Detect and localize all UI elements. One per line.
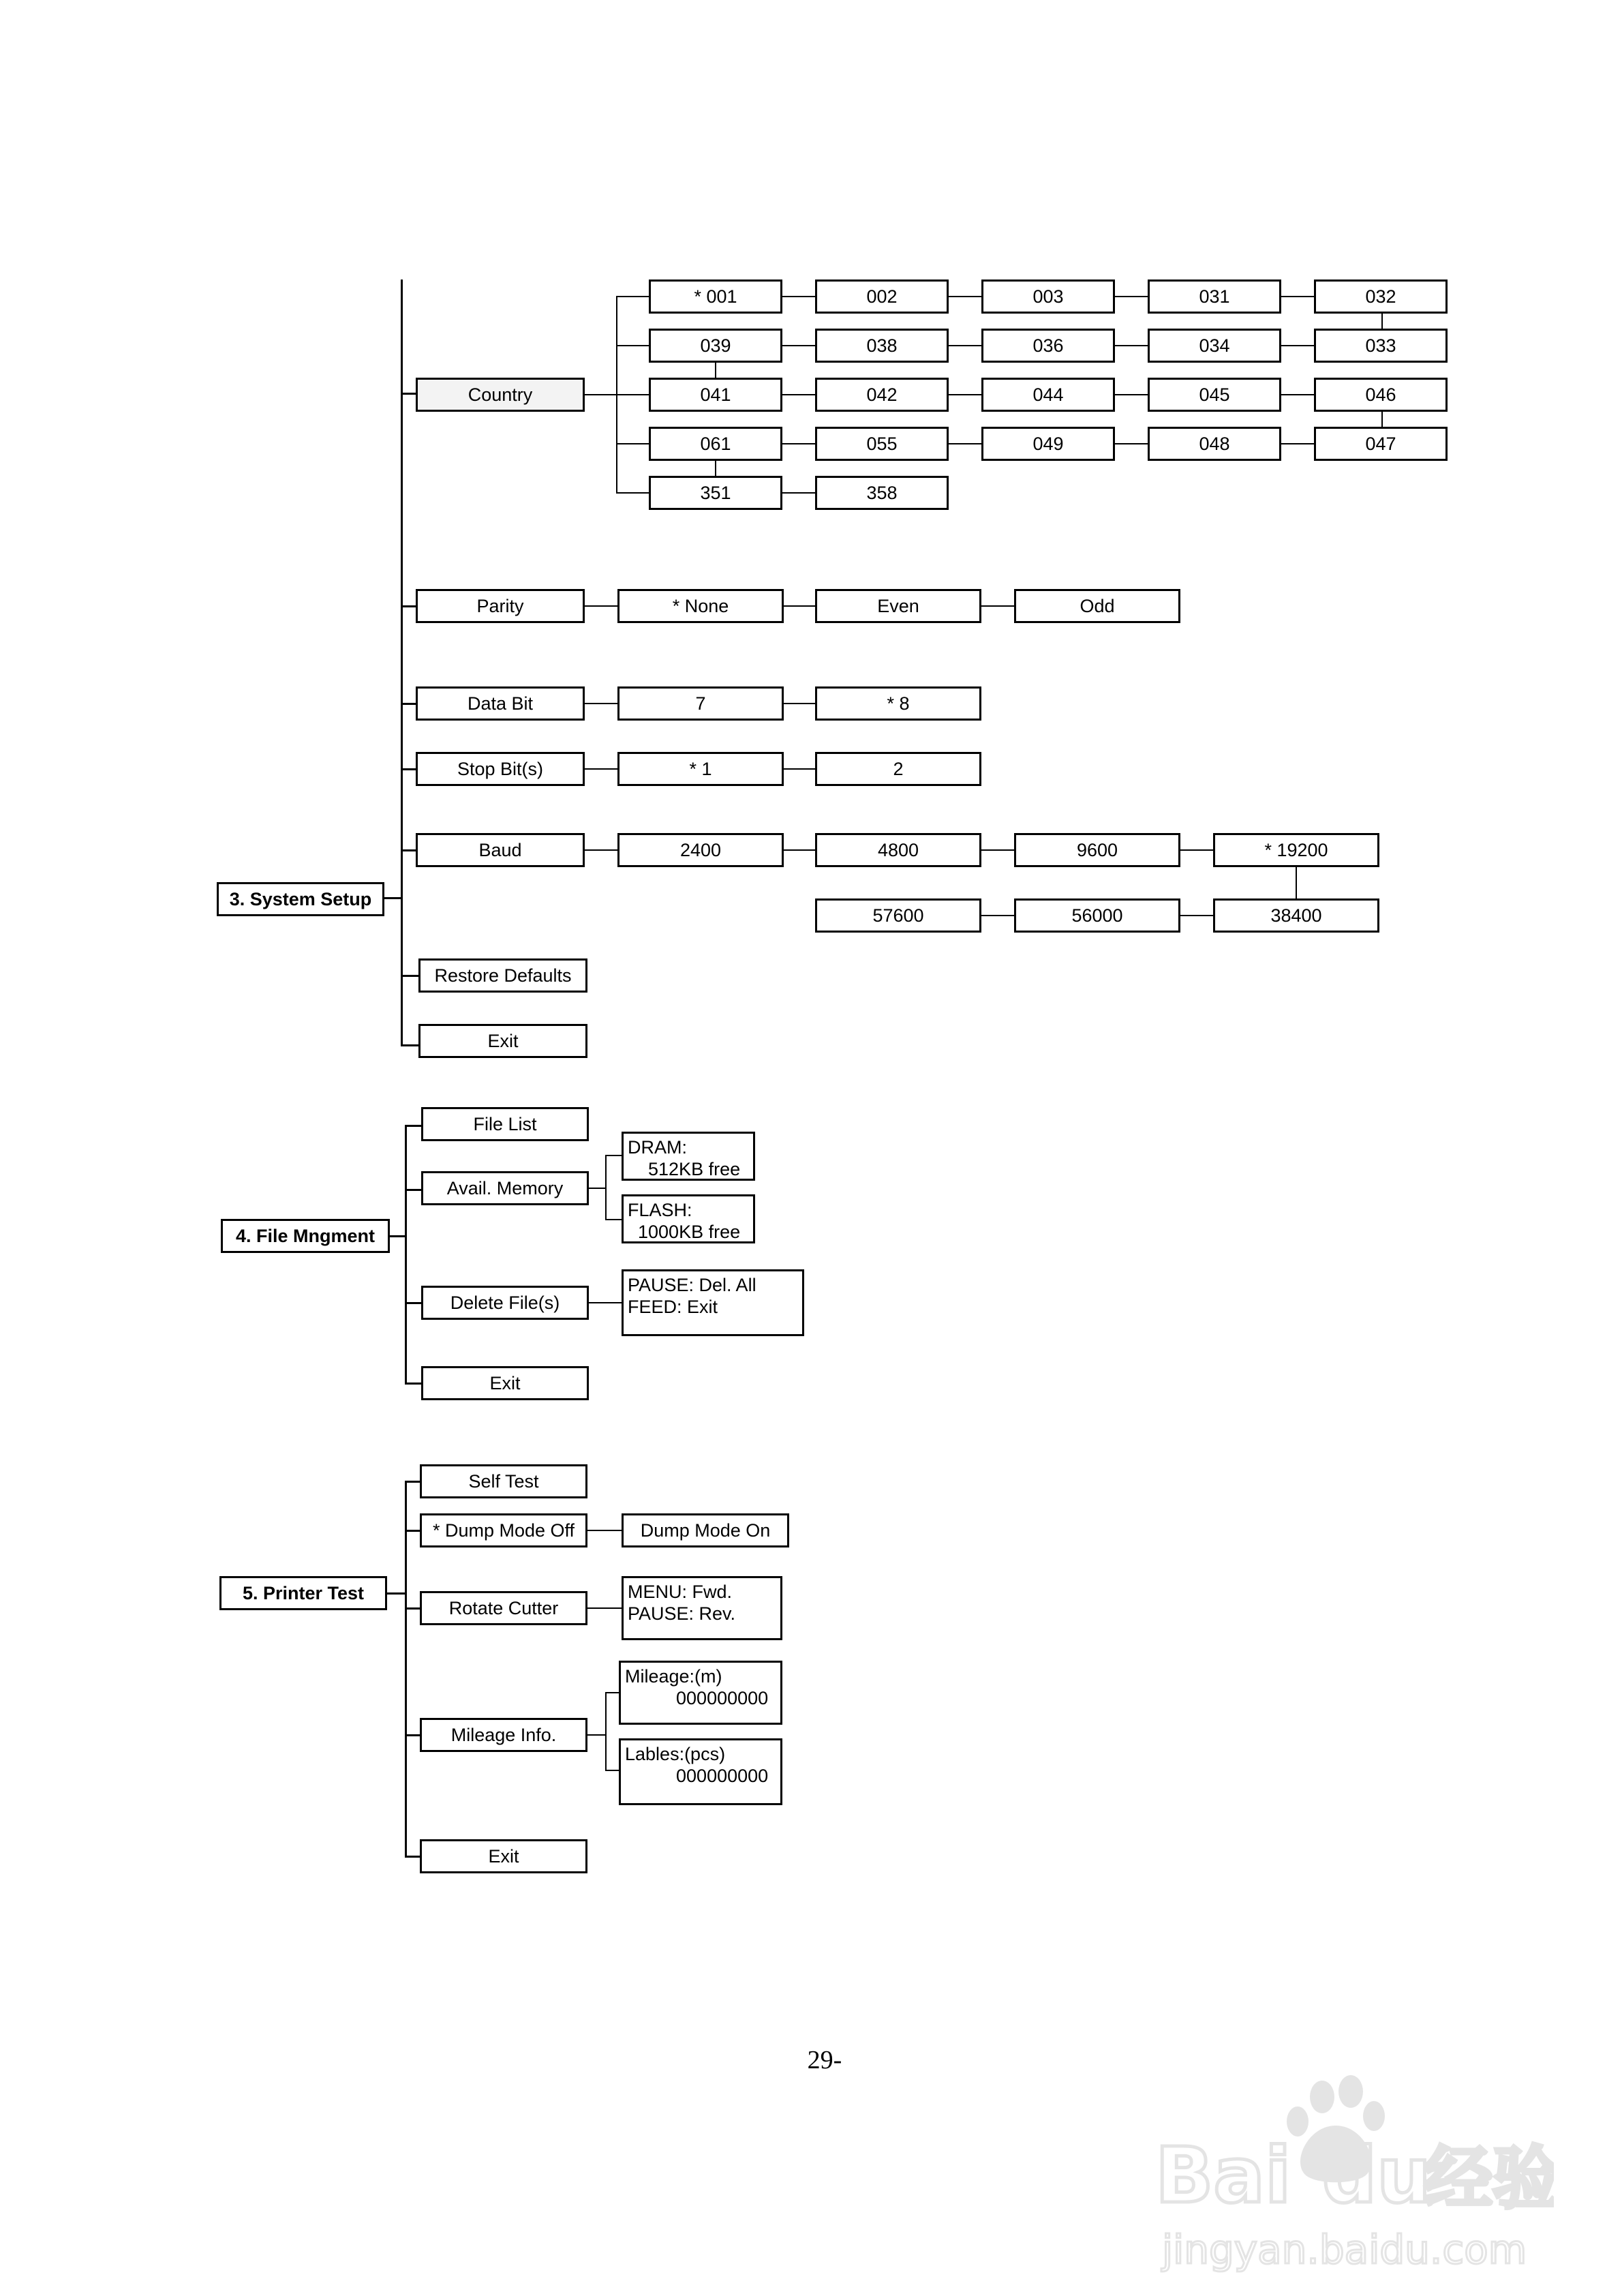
country-button[interactable]: Country [416, 378, 585, 412]
connector [616, 443, 649, 444]
connector [605, 1219, 622, 1220]
connector [587, 1607, 622, 1609]
connector [405, 1530, 420, 1532]
connector [784, 605, 815, 607]
data-bit-option[interactable]: 7 [617, 686, 784, 721]
connector [981, 605, 1014, 607]
connector [401, 703, 416, 705]
parity-option[interactable]: Odd [1014, 589, 1180, 623]
connector [981, 849, 1014, 851]
connector [1381, 410, 1383, 427]
country-code[interactable]: 045 [1148, 378, 1281, 412]
connector [1115, 345, 1148, 346]
data-bit-option[interactable]: * 8 [815, 686, 981, 721]
connector [949, 443, 981, 444]
connector [605, 1770, 619, 1771]
page-number: 29- [807, 2046, 842, 2074]
connector [949, 394, 981, 395]
connector [405, 1481, 407, 1857]
connector [405, 1607, 420, 1610]
country-code[interactable]: 036 [981, 329, 1115, 363]
connector [401, 768, 416, 770]
connector [405, 1302, 421, 1304]
connector [401, 975, 418, 977]
connector [782, 492, 815, 494]
connector [784, 768, 815, 770]
connector [405, 1125, 421, 1127]
connector [1180, 915, 1213, 916]
country-code[interactable]: 351 [649, 476, 782, 510]
connector [782, 345, 815, 346]
country-code[interactable]: 003 [981, 280, 1115, 314]
flash-info: FLASH: 1000KB free [622, 1194, 755, 1243]
printer-test-title[interactable]: 5. Printer Test [219, 1576, 387, 1610]
country-code[interactable]: 002 [815, 280, 949, 314]
connector [405, 1481, 420, 1483]
delete-files-info: PAUSE: Del. All FEED: Exit [622, 1269, 804, 1336]
connector [715, 361, 716, 378]
country-code[interactable]: 033 [1314, 329, 1448, 363]
connector [585, 849, 617, 851]
watermark-brand2: du [1322, 2132, 1431, 2220]
connector [616, 296, 649, 297]
system-setup-title[interactable]: 3. System Setup [217, 882, 384, 916]
country-code[interactable]: 032 [1314, 280, 1448, 314]
mileage-info-button[interactable]: Mileage Info. [420, 1718, 587, 1752]
watermark-url: jingyan.baidu.com [1162, 2226, 1527, 2273]
baidu-paw-logo-icon [1152, 2072, 1554, 2277]
connector [1115, 296, 1148, 297]
connector [605, 1155, 622, 1156]
connector [405, 1856, 420, 1858]
parity-button[interactable]: Parity [416, 589, 585, 623]
connector [981, 915, 1014, 916]
connector [383, 897, 402, 899]
country-code[interactable]: 042 [815, 378, 949, 412]
file-mngment-title[interactable]: 4. File Mngment [221, 1219, 390, 1253]
stop-bits-option[interactable]: 2 [815, 752, 981, 786]
connector [1180, 849, 1213, 851]
baud-option[interactable]: 2400 [617, 833, 784, 867]
connector [1281, 296, 1314, 297]
country-code[interactable]: 055 [815, 427, 949, 461]
connector [782, 296, 815, 297]
connector [605, 1692, 619, 1693]
stop-bits-button[interactable]: Stop Bit(s) [416, 752, 585, 786]
connector [616, 345, 649, 346]
watermark-brand: Bai [1155, 2132, 1291, 2220]
baud-option[interactable]: 4800 [815, 833, 981, 867]
connector [949, 296, 981, 297]
connector [784, 703, 815, 704]
printer-test-exit-button[interactable]: Exit [420, 1839, 587, 1873]
connector [715, 459, 716, 476]
system-setup-exit-button[interactable]: Exit [418, 1024, 587, 1058]
country-code[interactable]: 046 [1314, 378, 1448, 412]
connector [782, 443, 815, 444]
rotate-cutter-info: MENU: Fwd. PAUSE: Rev. [622, 1576, 782, 1640]
connector [1281, 345, 1314, 346]
connector [589, 1302, 622, 1303]
connector [585, 768, 617, 770]
connector [405, 1383, 421, 1385]
country-code[interactable]: 038 [815, 329, 949, 363]
connector [585, 703, 617, 704]
country-code[interactable]: 031 [1148, 280, 1281, 314]
file-mngment-exit-button[interactable]: Exit [421, 1366, 589, 1400]
country-code[interactable]: 061 [649, 427, 782, 461]
connector [401, 849, 416, 851]
rotate-cutter-button[interactable]: Rotate Cutter [420, 1591, 587, 1625]
dram-info: DRAM: 512KB free [622, 1132, 755, 1181]
connector [587, 1530, 622, 1531]
connector [1281, 443, 1314, 444]
connector [616, 492, 649, 494]
baud-option[interactable]: 38400 [1213, 898, 1379, 933]
dump-mode-off-button[interactable]: * Dump Mode Off [420, 1513, 587, 1547]
stop-bits-option[interactable]: * 1 [617, 752, 784, 786]
baidu-jingyan-watermark [1152, 2072, 1554, 2277]
connector [386, 1592, 406, 1595]
avail-memory-button[interactable]: Avail. Memory [421, 1171, 589, 1205]
parity-option[interactable]: Even [815, 589, 981, 623]
country-code[interactable]: 358 [815, 476, 949, 510]
country-code[interactable]: 049 [981, 427, 1115, 461]
connector [587, 1734, 605, 1736]
connector [1296, 867, 1297, 898]
connector [405, 1734, 420, 1736]
self-test-button[interactable]: Self Test [420, 1464, 587, 1498]
connector [585, 605, 617, 607]
data-bit-button[interactable]: Data Bit [416, 686, 585, 721]
country-code[interactable]: 039 [649, 329, 782, 363]
connector [1381, 312, 1383, 329]
connector [784, 849, 815, 851]
country-code[interactable]: 047 [1314, 427, 1448, 461]
connector [401, 605, 416, 607]
connector [388, 1235, 406, 1237]
watermark-cn: 经验 [1424, 2139, 1554, 2218]
country-code[interactable]: 034 [1148, 329, 1281, 363]
labels-value: Lables:(pcs) 000000000 [619, 1738, 782, 1805]
connector [1115, 443, 1148, 444]
connector [585, 394, 616, 395]
connector [405, 1189, 421, 1191]
connector [401, 1044, 418, 1046]
connector [1115, 394, 1148, 395]
baud-option[interactable]: * 19200 [1213, 833, 1379, 867]
connector [1281, 394, 1314, 395]
baud-option[interactable]: 57600 [815, 898, 981, 933]
connector [401, 393, 416, 395]
connector [405, 1125, 407, 1384]
connector [949, 345, 981, 346]
connector [616, 394, 649, 395]
baud-option[interactable]: 56000 [1014, 898, 1180, 933]
baud-button[interactable]: Baud [416, 833, 585, 867]
parity-option[interactable]: * None [617, 589, 784, 623]
restore-defaults-button[interactable]: Restore Defaults [418, 958, 587, 993]
dump-mode-on-button[interactable]: Dump Mode On [622, 1513, 789, 1547]
connector [605, 1692, 607, 1771]
country-code[interactable]: 041 [649, 378, 782, 412]
country-code[interactable]: * 001 [649, 280, 782, 314]
delete-files-button[interactable]: Delete File(s) [421, 1286, 589, 1320]
connector [605, 1155, 607, 1220]
connector [589, 1188, 605, 1189]
baud-option[interactable]: 9600 [1014, 833, 1180, 867]
file-list-button[interactable]: File List [421, 1107, 589, 1141]
country-code[interactable]: 048 [1148, 427, 1281, 461]
connector [782, 394, 815, 395]
country-code[interactable]: 044 [981, 378, 1115, 412]
mileage-value: Mileage:(m) 000000000 [619, 1661, 782, 1725]
